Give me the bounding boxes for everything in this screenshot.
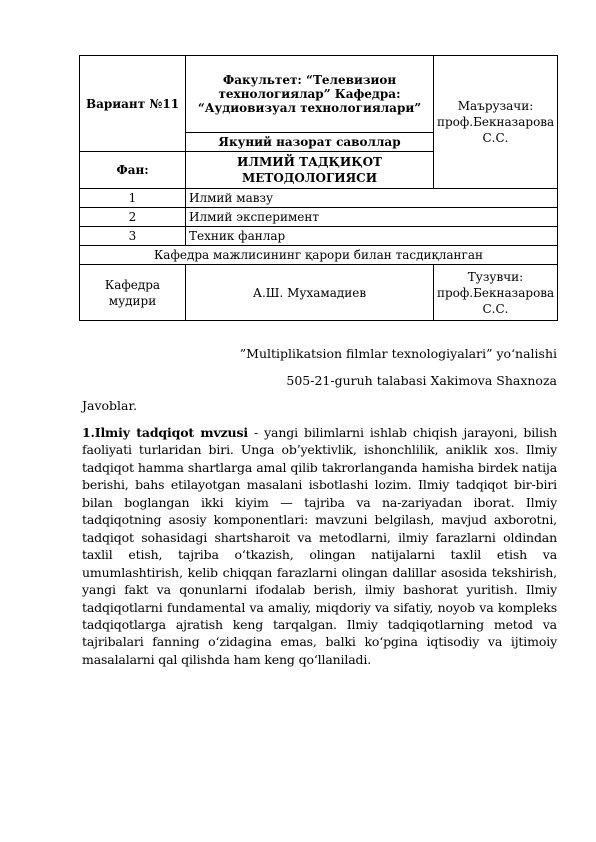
- exam-ticket-table: [79, 55, 558, 321]
- direction-line: ”Multiplikatsion filmlar texnologiyalari” yo‘nalishi: [239, 346, 557, 361]
- question-number: 1: [80, 189, 186, 208]
- answer-dash: -: [247, 425, 265, 440]
- lecturer-cell: Маърузачи: проф.Бекназарова С.С.: [434, 56, 558, 189]
- subject-cell: ИЛМИЙ ТАДҚИҚОТ МЕТОДОЛОГИЯСИ: [186, 152, 434, 189]
- answer-paragraph: [82, 424, 557, 668]
- question-number: 3: [80, 227, 186, 246]
- answer-title: 1.Ilmiy tadqiqot mvzusi: [82, 425, 248, 440]
- question-text: Техник фанлар: [186, 227, 558, 246]
- answer-text: yangi bilimlarni ishlab chiqish jarayoni, bilish faoliyati turlaridan biri. Unga ob’yektivlik, ishonchlilik, aniklik xos. Ilmiy tadqiqot hamma shartlarga amal qilib takrorlanganda hamisha birdek natija berishi, bahs etilayotgan masalani isbotlashi lozim. Ilmiy tadqiqot bir-biri bilan boglangan ikki kiyim — tajriba va na-zariyadan iborat. Ilmiy tadqiqotning asosiy komponentlari: mavzuni belgilash, mavjud axborotni, tadqiqot sohasidagi shartsharoit va metodlarni, ilmiy farazlarni oldindan taxlil etish, tajriba o‘tkazish, olingan natijalarni taxlil etish va umumlashtirish, kelib chiqqan farazlarni olingan dalillar asosida tekshirish, yangi fakt va qonunlarni ifodalab berish, ilmiy bashorat yuritish. Ilmiy tadqiqotlarni fundamental va amaliy, miqdoriy va sifatiy, noyob va kompleks tadqiqotlarga ajratish keng tarqalgan. Ilmiy tadqiqotlarning metod va tajribalari fanning o‘zidagina emas, balki ko‘pgina iqtisodiy va ijtimoiy masalalarni qal qilishda ham keng qo‘llaniladi.: [82, 425, 557, 667]
- question-text: Илмий эксперимент: [186, 208, 558, 227]
- faculty-cell: Факультет: “Телевизион технологиялар” Кафедра: “Аудиовизуал технологиялари”: [186, 56, 434, 133]
- approval-cell: Кафедра мажлисининг қарори билан тасдиқланган: [80, 246, 558, 265]
- question-text: Илмий мавзу: [186, 189, 558, 208]
- head-name-cell: А.Ш. Мухамадиев: [186, 265, 434, 321]
- head-label-cell: Кафедра мудири: [80, 265, 186, 321]
- answers-label: Javoblar.: [82, 398, 138, 413]
- question-number: 2: [80, 208, 186, 227]
- exam-title-cell: Якуний назорат саволлар: [186, 133, 434, 152]
- variant-cell: Вариант №11: [80, 56, 186, 152]
- subject-label-cell: Фан:: [80, 152, 186, 189]
- compiler-cell: Тузувчи: проф.Бекназарова С.С.: [434, 265, 558, 321]
- student-line: 505-21-guruh talabasi Xakimova Shaxnoza: [286, 373, 557, 388]
